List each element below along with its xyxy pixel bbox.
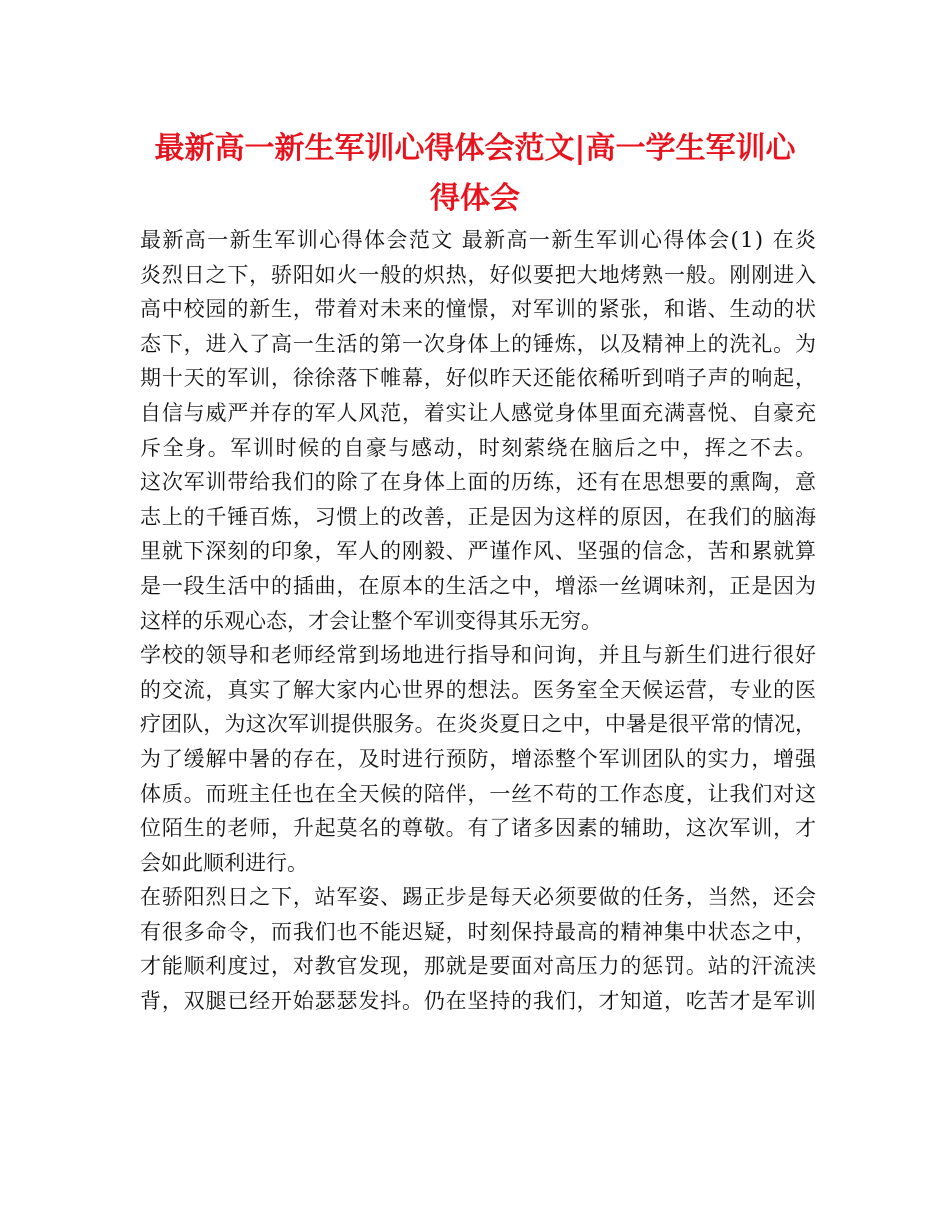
text-line: 态下，进入了高一生活的第一次身体上的锤炼，以及精神上的洗礼。为 [140, 331, 817, 356]
paragraph [140, 880, 816, 1018]
paragraph [140, 223, 816, 465]
text-line: 疗团队，为这次军训提供服务。在炎炎夏日之中，中暑是很平常的情况， [140, 712, 817, 737]
text-line: 为了缓解中暑的存在，及时进行预防，增添整个军训团队的实力，增强 [140, 746, 817, 771]
text-line: 的交流，真实了解大家内心世界的想法。医务室全天候运营，专业的医 [140, 677, 817, 702]
text-line: 里就下深刻的印象，军人的刚毅、严谨作风、坚强的信念，苦和累就算 [140, 539, 817, 564]
text-line: 是一段生活中的插曲，在原本的生活之中，增添一丝调味剂，正是因为 [140, 573, 817, 598]
text-line: 自信与威严并存的军人风范，着实让人感觉身体里面充满喜悦、自豪充 [140, 400, 817, 425]
text-line: 会如此顺利进行。 [140, 850, 308, 875]
text-line: 期十天的军训，徐徐落下帷幕，好似昨天还能依稀听到哨子声的响起， [140, 366, 817, 391]
text-line: 这样的乐观心态，才会让整个军训变得其乐无穷。 [140, 608, 602, 633]
paragraph [140, 638, 816, 880]
text-line: 最新高一新生军训心得体会范文 最新高一新生军训心得体会(1) 在炎 [140, 228, 818, 252]
paragraph [140, 465, 816, 638]
text-line: 在骄阳烈日之下，站军姿、踢正步是每天必须要做的任务，当然，还会 [140, 885, 817, 910]
text-line: 才能顺利度过，对教官发现，那就是要面对高压力的惩罚。站的汗流浃 [140, 954, 817, 979]
text-line: 位陌生的老师，升起莫名的尊敬。有了诸多因素的辅助，这次军训，才 [140, 816, 817, 841]
document-title: 最新高一新生军训心得体会范文|高一学生军训心得体会 [154, 131, 796, 216]
text-line: 炎烈日之下，骄阳如火一般的炽热，好似要把大地烤熟一般。刚刚进入 [140, 262, 817, 287]
document-body [140, 223, 816, 1019]
text-line: 高中校园的新生，带着对未来的憧憬，对军训的紧张，和谐、生动的状 [140, 297, 817, 322]
text-line: 背，双腿已经开始瑟瑟发抖。仍在坚持的我们，才知道，吃苦才是军训 [140, 989, 817, 1014]
text-line: 体质。而班主任也在全天候的陪伴，一丝不苟的工作态度，让我们对这 [140, 781, 817, 806]
text-line: 学校的领导和老师经常到场地进行指导和问询，并且与新生们进行很好 [140, 643, 817, 668]
text-line: 斥全身。军训时候的自豪与感动，时刻萦绕在脑后之中，挥之不去。 [140, 435, 818, 460]
text-line: 这次军训带给我们的除了在身体上面的历练，还有在思想要的熏陶，意 [140, 470, 817, 495]
text-line: 志上的千锤百炼，习惯上的改善，正是因为这样的原因，在我们的脑海 [140, 504, 817, 529]
text-line: 有很多命令，而我们也不能迟疑，时刻保持最高的精神集中状态之中， [140, 919, 817, 944]
